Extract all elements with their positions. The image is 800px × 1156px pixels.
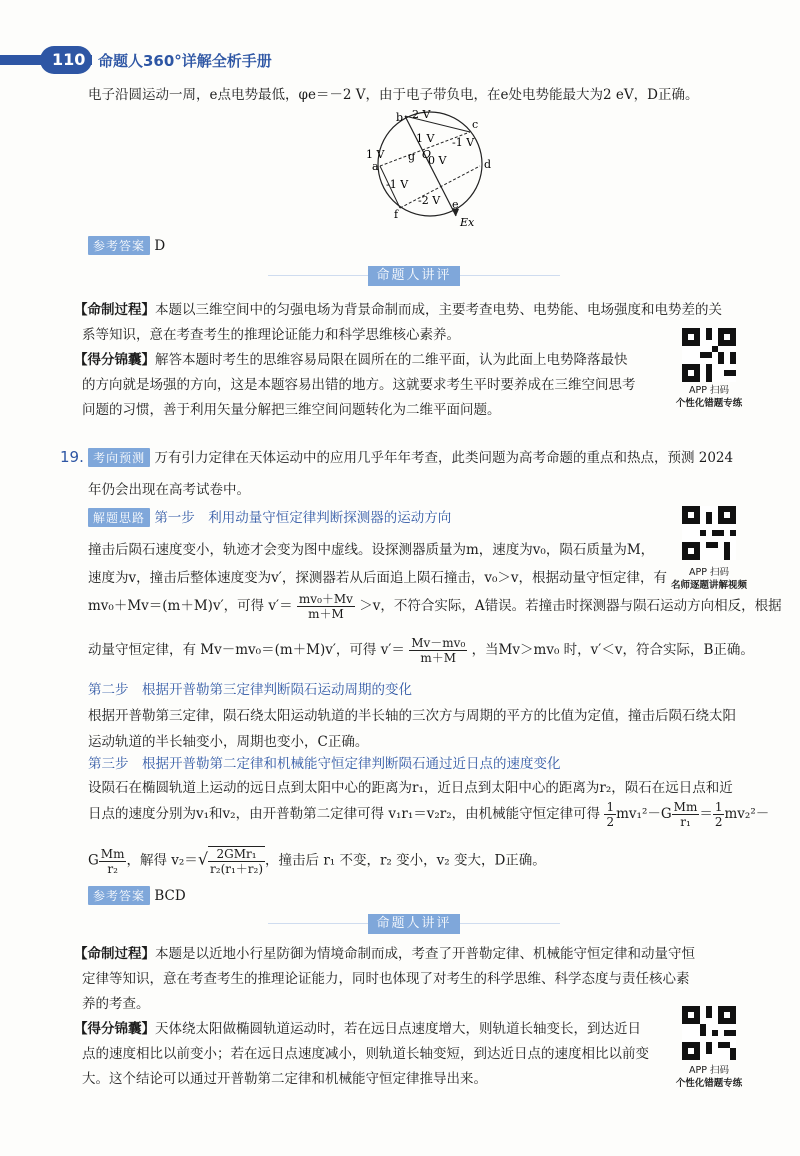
process-text-3: 养的考查。 [82, 996, 150, 1012]
book-title: 命题人360°详解全析手册 [98, 52, 272, 70]
qr-caption-line2: 个性化错题专练 [675, 1078, 743, 1089]
s1-line3 [88, 592, 782, 621]
step2-heading: 第二步 根据开普勒第三定律判断陨石运动周期的变化 [88, 682, 412, 698]
process-text-2: 系等知识，意在考查考生的推理论证能力和科学思维核心素养。 [82, 327, 460, 343]
tips-text-1: 天体绕太阳做椭圆轨道运动时，若在远日点速度增大，则轨道长轴变长，到达近日 [155, 1021, 641, 1037]
tips-text-2: 点的速度相比以前变小；若在远日点速度减小，则轨道长轴变短，到达近日点的速度相比以前变 [82, 1046, 649, 1062]
question-number: 19. [60, 448, 84, 466]
qr-caption-3 [654, 1064, 764, 1090]
fraction-2-num: Mv－mv₀ [411, 636, 466, 650]
sqrt-num: 2GMr₁ [208, 847, 265, 862]
step1-text: 第一步 利用动量守恒定律判断探测器的运动方向 [154, 510, 452, 526]
qr-caption-line1: APP 扫码 [689, 1065, 729, 1076]
s3-line2a: 日点的速度分别为v₁和v₂，由开普勒第二定律可得 v₁r₁＝v₂r₂，由机械能守恒定律可得 [88, 806, 601, 822]
label-a: a [372, 160, 379, 173]
fraction-2-den: m＋M [420, 651, 457, 665]
qr-code-icon[interactable] [682, 1006, 736, 1060]
fraction-1-num: mv₀＋Mv [298, 592, 353, 606]
section-title-commentary-19: 命题人讲评 [368, 914, 460, 934]
label-g: g [408, 150, 416, 163]
s2-line2: 运动轨道的半长轴变小，周期也变小，C正确。 [88, 734, 369, 750]
label-1v-a: 1 V [366, 148, 385, 161]
half-1-num: 1 [606, 800, 615, 814]
s3-line3c: ，撞击后 r₁ 不变，r₂ 变小，v₂ 变大，D正确。 [265, 852, 546, 869]
paragraph-q18-end: 电子沿圆运动一周，e点电势最低，φe＝－2 V，由于电子带负电，在e处电势能最大为2 eV，D正确。 [88, 87, 699, 103]
qr-caption-2 [654, 566, 764, 592]
s1-line1: 撞击后陨石速度变小，轨迹才会变为图中虚线。设探测器质量为m，速度为v₀，陨石质量为M， [88, 542, 655, 558]
s3-line2 [88, 800, 769, 829]
s3-expr3: mv₂²－ [724, 806, 770, 822]
fraction-2 [409, 636, 467, 665]
qr-caption-line2: 个性化错题专练 [675, 398, 743, 409]
label-0v: 0 V [428, 154, 447, 167]
predict-text-1: 万有引力定律在天体运动中的应用几乎年年考查，此类问题为高考命题的重点和热点，预测 2024 [154, 450, 734, 466]
label-e: e [452, 198, 459, 211]
sqrt-fraction [208, 846, 265, 876]
half-2-den: 2 [714, 815, 723, 829]
s3-line3 [88, 846, 546, 876]
fraction-mm-2 [99, 847, 127, 876]
answer-value: D [154, 238, 166, 254]
fraction-mm-1-num: Mm [673, 800, 698, 814]
qr-caption-line1: APP 扫码 [689, 385, 729, 396]
step3-heading: 第三步 根据开普勒第二定律和机械能守恒定律判断陨石通过近日点的速度变化 [88, 756, 561, 772]
process-text-1: 本题以三维空间中的匀强电场为背景命制而成，主要考查电势、电势能、电场强度和电势差的关 [155, 302, 722, 318]
s3-expr2: ＝ [699, 806, 713, 822]
s3-line3b: ，解得 v₂＝ [126, 852, 198, 869]
fraction-mm-2-num: Mm [100, 846, 125, 861]
tips-text-2: 的方向就是场强的方向，这是本题容易出错的地方。这就要求考生平时要养成在三维空间思考 [82, 377, 636, 393]
s1-line4 [88, 636, 754, 665]
answer-value: BCD [154, 888, 186, 904]
qr-caption-1 [654, 384, 764, 410]
commentary-18-body [74, 298, 722, 423]
step1-heading [88, 506, 451, 527]
label-neg1v-c: -1 V [452, 136, 475, 149]
qr-caption-line2: 名师逐题讲解视频 [670, 580, 747, 591]
half-2 [713, 800, 725, 829]
label-b: b [396, 111, 404, 124]
fraction-mm-1 [672, 800, 700, 829]
header-bar [0, 42, 330, 78]
sqrt-den: r₂(r₁＋r₂) [210, 862, 264, 876]
qr-code-icon[interactable] [682, 328, 736, 382]
label-neg2v: -2 V [418, 194, 441, 207]
s1-line4a: 动量守恒定律，有 Mv－mv₀＝(m＋M)v′，可得 v′＝ [88, 642, 405, 658]
s3-line1: 设陨石在椭圆轨道上运动的远日点到太阳中心的距离为r₁，近日点到太阳中心的距离为r₂，陨石在远日点和近 [88, 780, 733, 796]
label-c: c [472, 118, 479, 131]
qr-caption-line1: APP 扫码 [689, 567, 729, 578]
qr-code-icon[interactable] [682, 506, 736, 560]
half-2-num: 1 [714, 800, 723, 814]
label-o: O [422, 148, 432, 161]
s3-line3a: G [88, 852, 99, 869]
s3-expr1: mv₁²－G [616, 806, 672, 822]
field-diagram [360, 104, 500, 228]
section-title-commentary-18: 命题人讲评 [368, 266, 460, 286]
s1-line4b: ，当Mv＞mv₀ 时，v′＜v，符合实际，B正确。 [471, 642, 754, 658]
fraction-1 [297, 592, 355, 621]
answer-tag: 参考答案 [88, 886, 150, 905]
process-label: 【命制过程】 [74, 302, 155, 318]
predict-tag: 考向预测 [88, 448, 150, 467]
solve-tag: 解题思路 [88, 508, 150, 527]
label-neg1v-f: -1 V [386, 178, 409, 191]
label-d: d [484, 158, 492, 171]
fraction-mm-2-den: r₂ [107, 861, 118, 876]
q19-predict [60, 446, 733, 467]
tips-text-1: 解答本题时考生的思维容易局限在圆所在的二维平面，认为此面上电势降落最快 [155, 352, 628, 368]
answer-tag: 参考答案 [88, 236, 150, 255]
fraction-1-den: m＋M [308, 607, 344, 621]
tips-text-3: 大。这个结论可以通过开普勒第二定律和机械能守恒定律推导出来。 [82, 1071, 487, 1087]
half-1 [604, 800, 616, 829]
fraction-mm-1-den: r₁ [680, 815, 691, 829]
process-label: 【命制过程】 [74, 946, 155, 962]
label-ex: Ex [460, 216, 475, 228]
answer-18 [88, 236, 165, 255]
answer-19 [88, 886, 186, 905]
process-text-2: 定律等知识，意在考查考生的推理论证能力，同时也体现了对考生的科学思维、科学态度与责任核心素 [82, 971, 690, 987]
s1-line3b: ＞v，不符合实际，A错误。若撞击时探测器与陨石运动方向相反，根据 [359, 598, 782, 614]
label-f: f [394, 208, 399, 221]
s2-line1: 根据开普勒第三定律，陨石绕太阳运动轨道的半长轴的三次方与周期的平方的比值为定值，撞击后陨石绕太阳 [88, 708, 736, 724]
page-number: 110 [52, 50, 86, 69]
half-1-den: 2 [606, 815, 615, 829]
process-text-1: 本题是以近地小行星防御为情境命制而成，考查了开普勒定律、机械能守恒定律和动量守恒 [155, 946, 695, 962]
s1-line2: 速度为v，撞击后整体速度变为v′，探测器若从后面追上陨石撞击，v₀＞v，根据动量守恒定律，有 [88, 570, 667, 586]
label-2v: 2 V [412, 108, 431, 121]
label-1v-b: 1 V [416, 132, 435, 145]
predict-text-2: 年仍会出现在高考试卷中。 [88, 482, 250, 498]
tips-label: 【得分锦囊】 [74, 1021, 155, 1037]
tips-label: 【得分锦囊】 [74, 352, 155, 368]
tips-text-3: 问题的习惯，善于利用矢量分解把三维空间问题转化为二维平面问题。 [82, 402, 501, 418]
s1-line3a: mv₀＋Mv＝(m＋M)v′，可得 v′＝ [88, 598, 293, 614]
commentary-19-body [74, 942, 695, 1092]
sqrt-sign: √ [197, 849, 209, 869]
